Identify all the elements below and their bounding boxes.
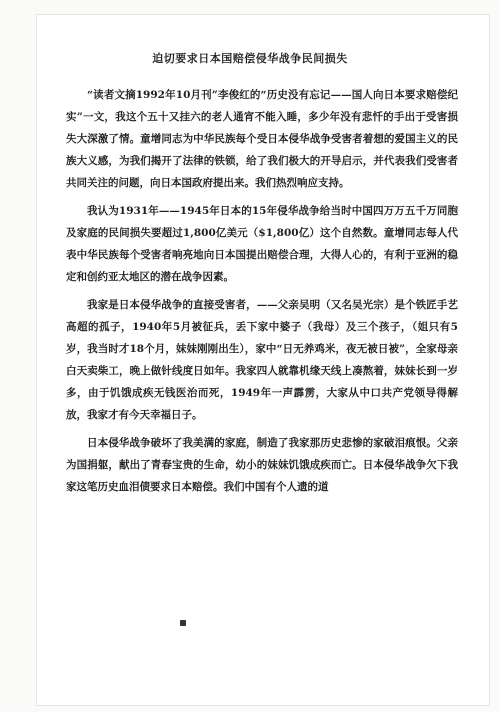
paragraph-4: 日本侵华战争破坏了我美满的家庭，制造了我家那历史悲惨的家破泪痕恨。父亲为国捐躯，献出了青春宝贵的生命，幼小的妹妹饥饿成疾而亡。日本侵华战争欠下我家这笔历史血泪债要求日本赔偿。我们中国有个人遗的道 bbox=[66, 437, 458, 493]
paragraph-2: 我认为1931年——1945年日本的15年侵华战争给当时中国四万万五千万同胞及家庭的民间损失要超过1,800亿美元（$1,800亿）这个自然数。童增同志每人代表中华民族每个受害者响亮地向日本国提出赔偿合理，大得人心的，有利于亚洲的稳定和创约亚太地区的潜在战争因素。 bbox=[66, 205, 458, 283]
document-title: 迫切要求日本国赔偿侵华战争民间损失 bbox=[152, 52, 348, 65]
ink-mark bbox=[180, 620, 186, 626]
document-body bbox=[66, 84, 458, 504]
paragraph-1: “读者文摘1992年10月刊”李俊红的“历史没有忘记——国人向日本要求赔偿纪实”一文，我这个五十又挂六的老人通宵不能入睡，多少年没有悲忏的手出于受害损失大深激了情。童增同志为中华民族每个受日本侵华战争受害者着想的爱国主义的民族大义感，为我们揭开了法律的铁锁，给了我们极大的开导启示，并代表我们受害者共同关注的问题，向日本国政府提出来。我们热烈响应支持。 bbox=[66, 89, 458, 189]
paragraph-3: 我家是日本侵华战争的直接受害者，——父亲吴明（又名吴光宗）是个铁匠手艺高超的孤子，1940年5月被征兵，丢下家中婆子（我母）及三个孩子，（姐只有5岁，我当时才18个月，妹妹刚刚出生），家中“日无养鸡米，夜无被日被”，全家母亲白天卖柴工，晚上做针线度日如年。我家四人就靠机缘天线上凑熬着，妹妹长到一岁多，由于饥饿成疾无钱医治而死，1949年一声霹雳，大家从中口共产党领导得解放，我家才有今天幸福日子。 bbox=[66, 299, 458, 421]
